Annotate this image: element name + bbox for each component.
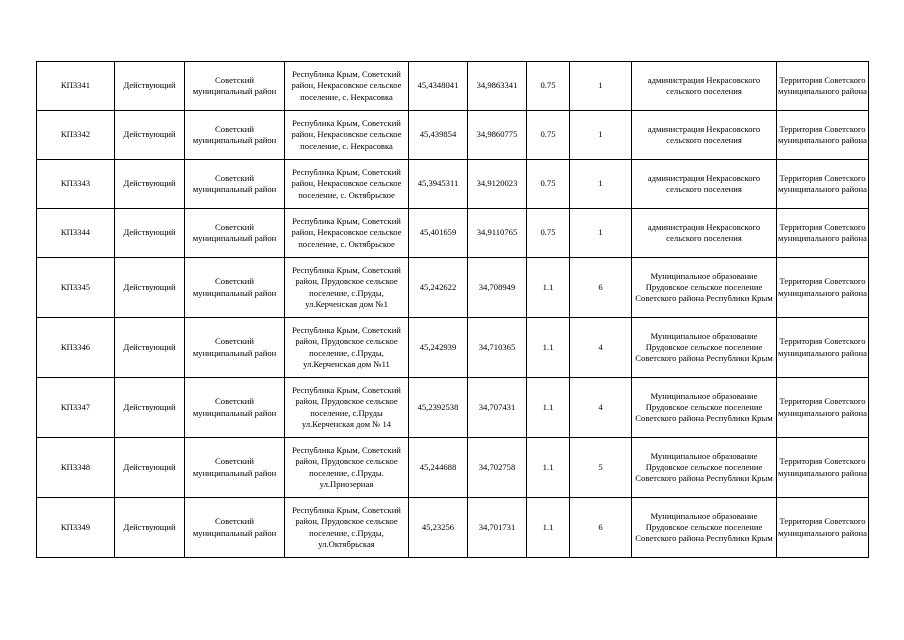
cell-territory: Территория Советского муниципального района	[777, 209, 869, 258]
table-row	[37, 318, 869, 378]
cell-area: 1.1	[527, 258, 570, 318]
cell-territory: Территория Советского муниципального района	[777, 62, 869, 111]
cell-count: 5	[570, 438, 632, 498]
cell-count: 1	[570, 62, 632, 111]
cell-area: 1.1	[527, 318, 570, 378]
cell-owner: администрация Некрасовского сельского поселения	[632, 111, 777, 160]
table-row	[37, 62, 869, 111]
cell-id: КП3349	[37, 498, 115, 558]
cell-longitude: 34,9860775	[468, 111, 527, 160]
cell-municipality: Советский муниципальный район	[185, 438, 285, 498]
cell-status: Действующий	[115, 62, 185, 111]
cell-status: Действующий	[115, 378, 185, 438]
cell-municipality: Советский муниципальный район	[185, 209, 285, 258]
cell-address: Республика Крым, Советский район, Некрасовское сельское поселение, с. Октябрьское	[285, 209, 409, 258]
cell-owner: администрация Некрасовского сельского поселения	[632, 160, 777, 209]
cell-count: 4	[570, 378, 632, 438]
cell-owner: администрация Некрасовского сельского поселения	[632, 62, 777, 111]
cell-owner: Муниципальное образование Прудовское сельское поселение Советского района Республики Крым	[632, 258, 777, 318]
cell-latitude: 45,439854	[409, 111, 468, 160]
cell-area: 1.1	[527, 438, 570, 498]
cell-count: 1	[570, 209, 632, 258]
cell-municipality: Советский муниципальный район	[185, 378, 285, 438]
table-row	[37, 209, 869, 258]
cell-territory: Территория Советского муниципального района	[777, 160, 869, 209]
cell-longitude: 34,9120023	[468, 160, 527, 209]
cell-id: КП3343	[37, 160, 115, 209]
cell-latitude: 45,244688	[409, 438, 468, 498]
table-row	[37, 378, 869, 438]
cell-territory: Территория Советского муниципального района	[777, 438, 869, 498]
cell-count: 1	[570, 160, 632, 209]
cell-longitude: 34,9863341	[468, 62, 527, 111]
cell-id: КП3347	[37, 378, 115, 438]
cell-longitude: 34,707431	[468, 378, 527, 438]
cell-owner: администрация Некрасовского сельского поселения	[632, 209, 777, 258]
cell-municipality: Советский муниципальный район	[185, 160, 285, 209]
cell-area: 0.75	[527, 111, 570, 160]
cell-count: 4	[570, 318, 632, 378]
cell-status: Действующий	[115, 111, 185, 160]
cell-latitude: 45,401659	[409, 209, 468, 258]
cell-address: Республика Крым, Советский район, Прудовское сельское поселение, с.Пруды. ул.Приозерная	[285, 438, 409, 498]
cell-municipality: Советский муниципальный район	[185, 318, 285, 378]
cell-owner: Муниципальное образование Прудовское сельское поселение Советского района Республики Крым	[632, 438, 777, 498]
cell-area: 0.75	[527, 160, 570, 209]
cell-id: КП3348	[37, 438, 115, 498]
cell-area: 1.1	[527, 378, 570, 438]
cell-owner: Муниципальное образование Прудовское сельское поселение Советского района Республики Крым	[632, 498, 777, 558]
cell-territory: Территория Советского муниципального района	[777, 378, 869, 438]
cell-area: 0.75	[527, 62, 570, 111]
cell-address: Республика Крым, Советский район, Прудовское сельское поселение, с.Пруды, ул.Керченская дом №11	[285, 318, 409, 378]
cell-owner: Муниципальное образование Прудовское сельское поселение Советского района Республики Крым	[632, 378, 777, 438]
cell-longitude: 34,702758	[468, 438, 527, 498]
cell-owner: Муниципальное образование Прудовское сельское поселение Советского района Республики Крым	[632, 318, 777, 378]
cell-status: Действующий	[115, 209, 185, 258]
cell-area: 1.1	[527, 498, 570, 558]
cell-address: Республика Крым, Советский район, Прудовское сельское поселение, с.Пруды, ул.Керченская дом №1	[285, 258, 409, 318]
cell-count: 1	[570, 111, 632, 160]
table-row	[37, 160, 869, 209]
cell-status: Действующий	[115, 160, 185, 209]
cell-territory: Территория Советского муниципального района	[777, 258, 869, 318]
cell-latitude: 45,242939	[409, 318, 468, 378]
cell-address: Республика Крым, Советский район, Некрасовское сельское поселение, с. Некрасовка	[285, 62, 409, 111]
cell-latitude: 45,242622	[409, 258, 468, 318]
cell-status: Действующий	[115, 258, 185, 318]
registry-table	[36, 61, 869, 558]
cell-status: Действующий	[115, 438, 185, 498]
cell-latitude: 45,4348041	[409, 62, 468, 111]
cell-id: КП3341	[37, 62, 115, 111]
cell-longitude: 34,9110765	[468, 209, 527, 258]
table-body	[37, 62, 869, 558]
cell-area: 0.75	[527, 209, 570, 258]
cell-count: 6	[570, 258, 632, 318]
cell-municipality: Советский муниципальный район	[185, 62, 285, 111]
cell-municipality: Советский муниципальный район	[185, 498, 285, 558]
cell-longitude: 34,701731	[468, 498, 527, 558]
cell-address: Республика Крым, Советский район, Прудовское сельское поселение, с.Пруды ул.Керченская дом № 14	[285, 378, 409, 438]
cell-status: Действующий	[115, 318, 185, 378]
cell-longitude: 34,710365	[468, 318, 527, 378]
cell-status: Действующий	[115, 498, 185, 558]
cell-latitude: 45,3945311	[409, 160, 468, 209]
cell-address: Республика Крым, Советский район, Прудовское сельское поселение, с.Пруды, ул.Октябрьская	[285, 498, 409, 558]
cell-longitude: 34,708949	[468, 258, 527, 318]
cell-id: КП3344	[37, 209, 115, 258]
cell-address: Республика Крым, Советский район, Некрасовское сельское поселение, с. Некрасовка	[285, 111, 409, 160]
cell-latitude: 45,2392538	[409, 378, 468, 438]
cell-address: Республика Крым, Советский район, Некрасовское сельское поселение, с. Октябрьское	[285, 160, 409, 209]
table-row	[37, 438, 869, 498]
cell-territory: Территория Советского муниципального района	[777, 318, 869, 378]
cell-id: КП3346	[37, 318, 115, 378]
table-row	[37, 258, 869, 318]
cell-municipality: Советский муниципальный район	[185, 111, 285, 160]
cell-id: КП3342	[37, 111, 115, 160]
cell-latitude: 45,23256	[409, 498, 468, 558]
table-row	[37, 498, 869, 558]
cell-id: КП3345	[37, 258, 115, 318]
cell-municipality: Советский муниципальный район	[185, 258, 285, 318]
table-row	[37, 111, 869, 160]
cell-territory: Территория Советского муниципального района	[777, 111, 869, 160]
cell-count: 6	[570, 498, 632, 558]
cell-territory: Территория Советского муниципального района	[777, 498, 869, 558]
